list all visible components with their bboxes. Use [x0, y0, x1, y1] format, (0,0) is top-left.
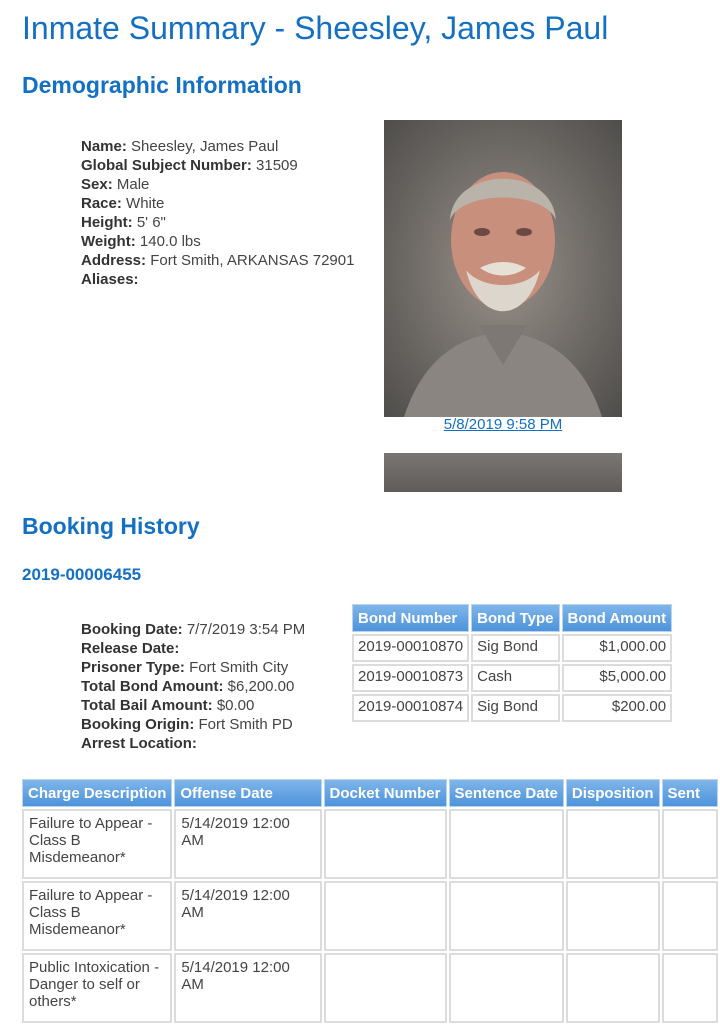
charges-table	[20, 777, 720, 1025]
booking-history-heading: Booking History	[22, 513, 200, 539]
bonds-header-row	[352, 604, 672, 632]
total-bail-label: Total Bail Amount:	[81, 697, 213, 714]
disposition-cell	[566, 809, 660, 879]
page-title: Inmate Summary - Sheesley, James Paul	[22, 10, 609, 46]
bond-type-cell: Sig Bond	[471, 694, 559, 722]
charge-description-cell: Failure to Appear - Class B Misdemeanor*	[22, 809, 172, 879]
bond-number-header[interactable]: Bond Number	[352, 604, 469, 632]
height-label: Height:	[81, 214, 133, 231]
second-photo-thumbnail[interactable]	[384, 453, 622, 492]
aliases-label: Aliases:	[81, 271, 139, 288]
docket-number-cell	[324, 881, 447, 951]
table-row	[352, 664, 672, 692]
name-value: Sheesley, James Paul	[131, 138, 279, 155]
sentence-date-cell	[449, 953, 564, 1023]
total-bond-value: $6,200.00	[227, 678, 295, 695]
global-subject-number-value: 31509	[256, 157, 298, 174]
sex-label: Sex:	[81, 176, 113, 193]
aliases-row	[81, 270, 354, 289]
table-row	[22, 809, 718, 879]
photo-date-link[interactable]: 5/8/2019 9:58 PM	[443, 416, 563, 433]
charge-description-header[interactable]: Charge Description	[22, 779, 172, 807]
sentence-cell	[662, 881, 718, 951]
booking-number: 2019-00006455	[22, 565, 142, 584]
race-label: Race:	[81, 195, 122, 212]
sentence-header[interactable]: Sent	[662, 779, 718, 807]
charge-description-cell: Failure to Appear - Class B Misdemeanor*	[22, 881, 172, 951]
booking-origin-label: Booking Origin:	[81, 716, 195, 733]
arrest-location-row	[81, 734, 305, 753]
sentence-cell	[662, 809, 718, 879]
sex-row	[81, 175, 354, 194]
bond-type-cell: Sig Bond	[471, 634, 559, 662]
total-bail-row	[81, 696, 305, 715]
booking-date-value: 7/7/2019 3:54 PM	[186, 621, 306, 638]
sentence-date-cell	[449, 881, 564, 951]
mugshot-photo[interactable]	[384, 120, 622, 417]
booking-date-label: Booking Date:	[81, 621, 183, 638]
weight-value: 140.0 lbs	[139, 233, 201, 250]
global-subject-number-row	[81, 156, 354, 175]
total-bond-row	[81, 677, 305, 696]
mugshot-illustration	[384, 120, 622, 417]
offense-date-header[interactable]: Offense Date	[174, 779, 321, 807]
demographic-heading: Demographic Information	[22, 72, 302, 98]
table-row	[22, 953, 718, 1023]
offense-date-cell: 5/14/2019 12:00 AM	[174, 881, 321, 951]
name-row	[81, 137, 354, 156]
weight-label: Weight:	[81, 233, 136, 250]
arrest-location-label: Arrest Location:	[81, 735, 197, 752]
sex-value: Male	[116, 176, 150, 193]
disposition-header[interactable]: Disposition	[566, 779, 660, 807]
bond-type-cell: Cash	[471, 664, 559, 692]
booking-date-row	[81, 620, 305, 639]
booking-origin-row	[81, 715, 305, 734]
booking-info	[81, 620, 305, 753]
table-row	[22, 881, 718, 951]
offense-date-cell: 5/14/2019 12:00 AM	[174, 953, 321, 1023]
name-label: Name:	[81, 138, 127, 155]
table-row	[352, 694, 672, 722]
bond-amount-header[interactable]: Bond Amount	[562, 604, 673, 632]
address-row	[81, 251, 354, 270]
bond-amount-cell: $200.00	[562, 694, 673, 722]
total-bond-label: Total Bond Amount:	[81, 678, 224, 695]
address-label: Address:	[81, 252, 147, 269]
prisoner-type-label: Prisoner Type:	[81, 659, 185, 676]
booking-origin-value: Fort Smith PD	[198, 716, 293, 733]
bond-number-cell: 2019-00010874	[352, 694, 469, 722]
charges-header-row	[22, 779, 718, 807]
sentence-cell	[662, 953, 718, 1023]
offense-date-cell: 5/14/2019 12:00 AM	[174, 809, 321, 879]
disposition-cell	[566, 953, 660, 1023]
height-row	[81, 213, 354, 232]
global-subject-number-label: Global Subject Number:	[81, 157, 252, 174]
bond-type-header[interactable]: Bond Type	[471, 604, 559, 632]
race-value: White	[126, 195, 165, 212]
sentence-date-header[interactable]: Sentence Date	[449, 779, 564, 807]
bond-amount-cell: $1,000.00	[562, 634, 673, 662]
disposition-cell	[566, 881, 660, 951]
table-row	[352, 634, 672, 662]
charge-description-cell: Public Intoxication - Danger to self or others*	[22, 953, 172, 1023]
bond-number-cell: 2019-00010873	[352, 664, 469, 692]
bond-number-cell: 2019-00010870	[352, 634, 469, 662]
demographic-info	[81, 137, 354, 289]
docket-number-cell	[324, 809, 447, 879]
prisoner-type-value: Fort Smith City	[189, 659, 289, 676]
docket-number-cell	[324, 953, 447, 1023]
bond-amount-cell: $5,000.00	[562, 664, 673, 692]
race-row	[81, 194, 354, 213]
bonds-table	[350, 602, 674, 724]
total-bail-value: $0.00	[216, 697, 255, 714]
docket-number-header[interactable]: Docket Number	[324, 779, 447, 807]
address-value: Fort Smith, ARKANSAS 72901	[150, 252, 355, 269]
weight-row	[81, 232, 354, 251]
height-value: 5' 6"	[136, 214, 166, 231]
prisoner-type-row	[81, 658, 305, 677]
release-date-row	[81, 639, 305, 658]
sentence-date-cell	[449, 809, 564, 879]
release-date-label: Release Date:	[81, 640, 180, 657]
